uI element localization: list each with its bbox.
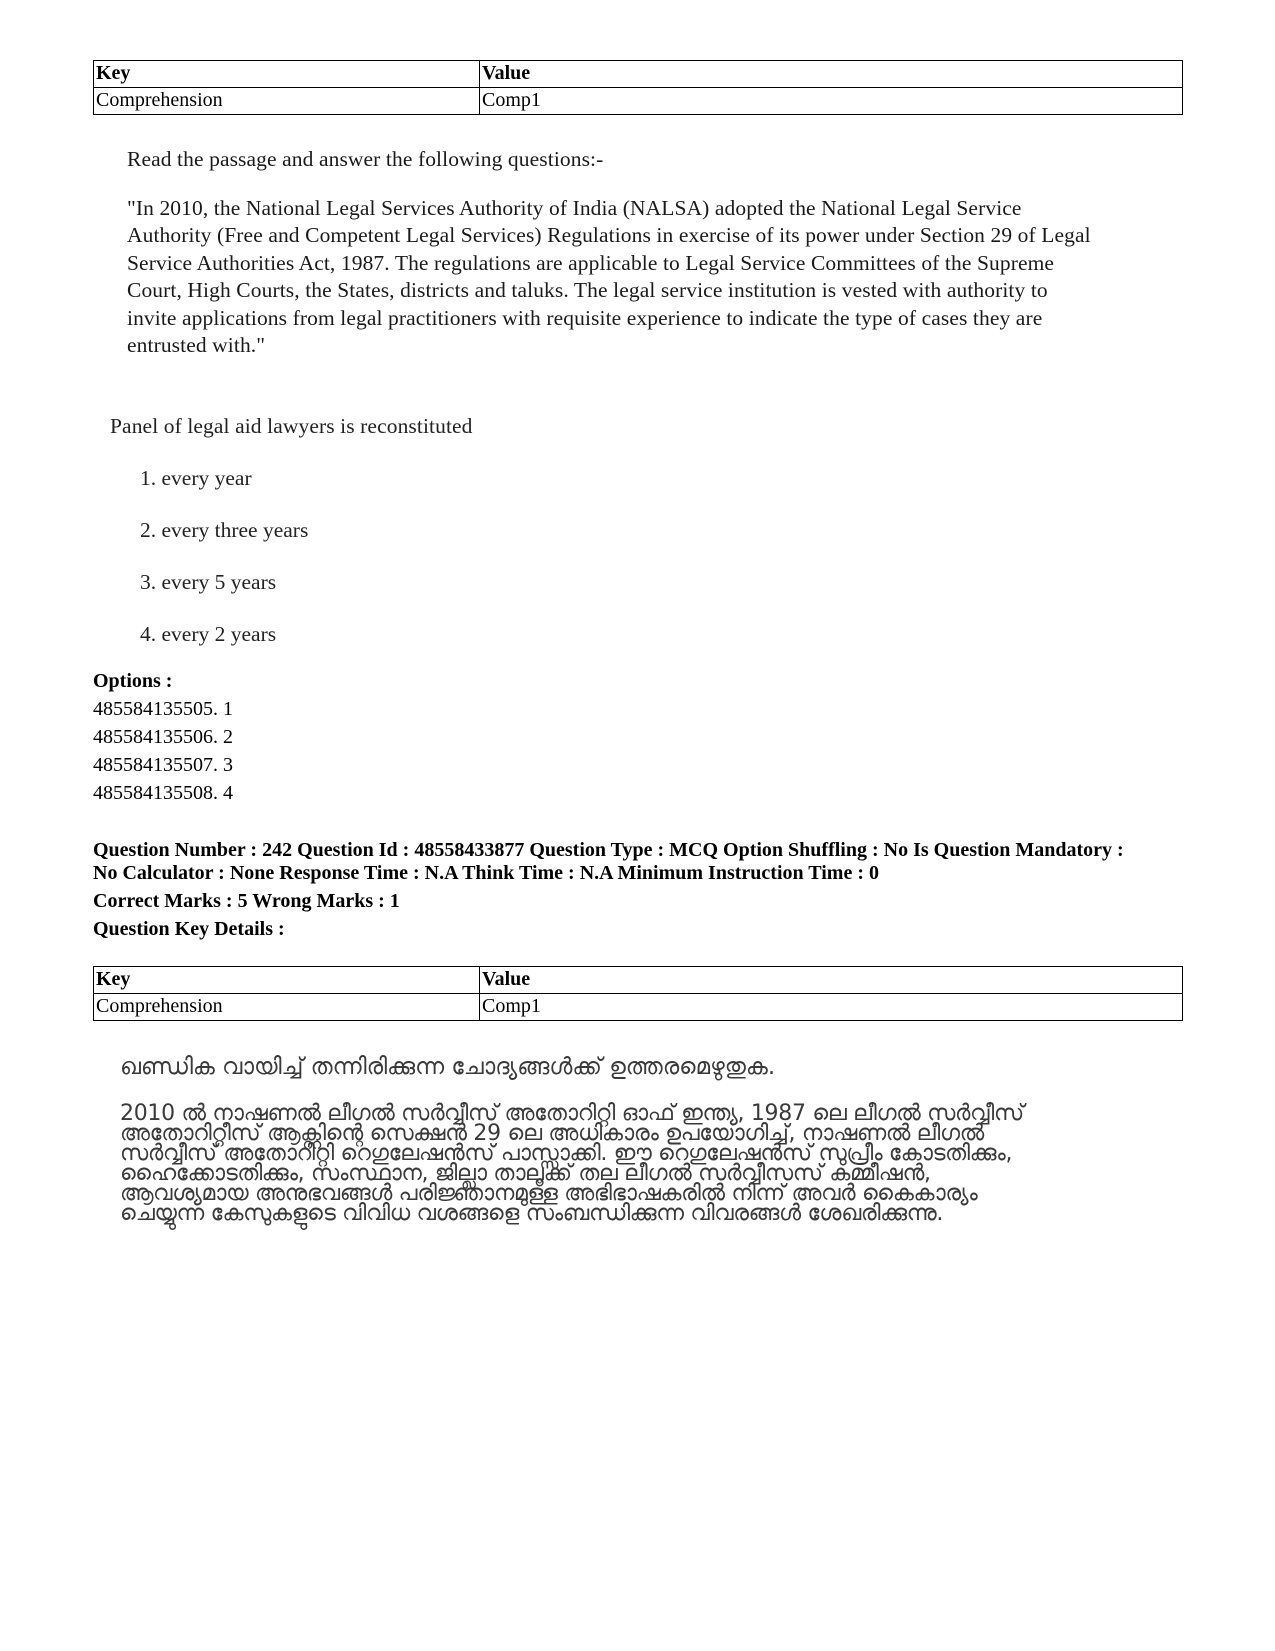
key-details-label: Question Key Details : [93,918,285,940]
passage-line: entrusted with." [127,333,266,358]
malayalam-passage [120,1101,1024,1226]
passage-line: Authority (Free and Competent Legal Services) Regulations in exercise of its power under Section 29 of Legal [127,223,1091,248]
question-choice: 4. every 2 years [140,622,277,646]
option-id: 485584135505. 1 [93,698,233,720]
malayalam-passage-line: ചെയ്യുന്ന കേസുകളുടെ വിവിധ വശങ്ങളെ സംബന്ധിക്കുന്ന വിവരങ്ങൾ ശേഖരിക്കുന്നു. [120,1201,944,1226]
question-choice: 1. every year [140,466,252,490]
malayalam-passage-line: സർവ്വീസ് അതോറിറ്റി റെഗുലേഷൻസ് പാസ്സാക്കി. ഈ റെഗുലേഷൻസ് സുപ്രീം കോടതിക്കും, [120,1141,1013,1166]
table-cell-key: Comprehension [94,88,480,115]
malayalam-passage-line: ഹൈക്കോടതിക്കും, സംസ്ഥാന, ജില്ലാ താലൂക്ക് തല ലീഗൽ സർവ്വീസസ് കമ്മീഷൻ, [120,1161,931,1186]
question-text: Panel of legal aid lawyers is reconstituted [110,414,473,438]
table-header-key: Key [94,61,480,88]
table-row [94,88,1183,115]
question-meta-line: Question Number : 242 Question Id : 48558433877 Question Type : MCQ Option Shuffling : No Is Question Mandatory : [93,839,1124,861]
table-row [94,994,1183,1021]
option-id: 485584135508. 4 [93,782,233,804]
passage-instruction: Read the passage and answer the following questions:- [127,147,604,171]
passage-line: invite applications from legal practitioners with requisite experience to indicate the type of cases they are [127,305,1043,330]
options-label: Options : [93,670,173,692]
table-cell-value: Comp1 [480,994,1183,1021]
malayalam-passage-line: 2010 ൽ നാഷണൽ ലീഗൽ സർവ്വീസ് അതോറിറ്റി ഓഫ് ഇന്ത്യ, 1987 ലെ ലീഗൽ സർവ്വീസ് [120,1101,1024,1126]
english-passage [127,146,1091,359]
table-header-value: Value [480,967,1183,994]
table-cell-value: Comp1 [480,88,1183,115]
question-meta [93,839,1124,885]
marks-line: Correct Marks : 5 Wrong Marks : 1 [93,890,400,912]
passage-line: Service Authorities Act, 1987. The regulations are applicable to Legal Service Committees of the Supreme [127,250,1055,275]
passage-line: "In 2010, the National Legal Services Authority of India (NALSA) adopted the National Legal Service [127,196,1022,220]
option-id: 485584135507. 3 [93,754,233,776]
table-cell-key: Comprehension [94,994,480,1021]
passage-line: Court, High Courts, the States, districts and taluks. The legal service institution is vested with authority to [127,278,1048,303]
malayalam-instruction: ഖണ്ഡിക വായിച്ച് തന്നിരിക്കുന്ന ചോദ്യങ്ങൾക്ക് ഉത്തരമെഴുതുക. [120,1054,776,1080]
question-meta-line: No Calculator : None Response Time : N.A Think Time : N.A Minimum Instruction Time : 0 [93,862,879,884]
malayalam-passage-line: ആവശ്യമായ അനുഭവങ്ങൾ പരിജ്ഞാനമുള്ള അഭിഭാഷകരിൽ നിന്ന് അവർ കൈകാര്യം [120,1181,978,1206]
question-choice: 3. every 5 years [140,570,277,594]
passage-body [127,195,1091,359]
option-id: 485584135506. 2 [93,726,233,748]
table-header-row [94,61,1183,88]
question-key-table-bottom [93,966,1183,1021]
table-header-row [94,967,1183,994]
table-header-key: Key [94,967,480,994]
table-header-value: Value [480,61,1183,88]
malayalam-passage-line: അതോറിറ്റീസ് ആക്റ്റിന്റെ സെക്ഷൻ 29 ലെ അധികാരം ഉപയോഗിച്ച്, നാഷണൽ ലീഗൽ [120,1121,984,1146]
question-key-table-top [93,60,1183,115]
question-choice: 2. every three years [140,518,309,542]
